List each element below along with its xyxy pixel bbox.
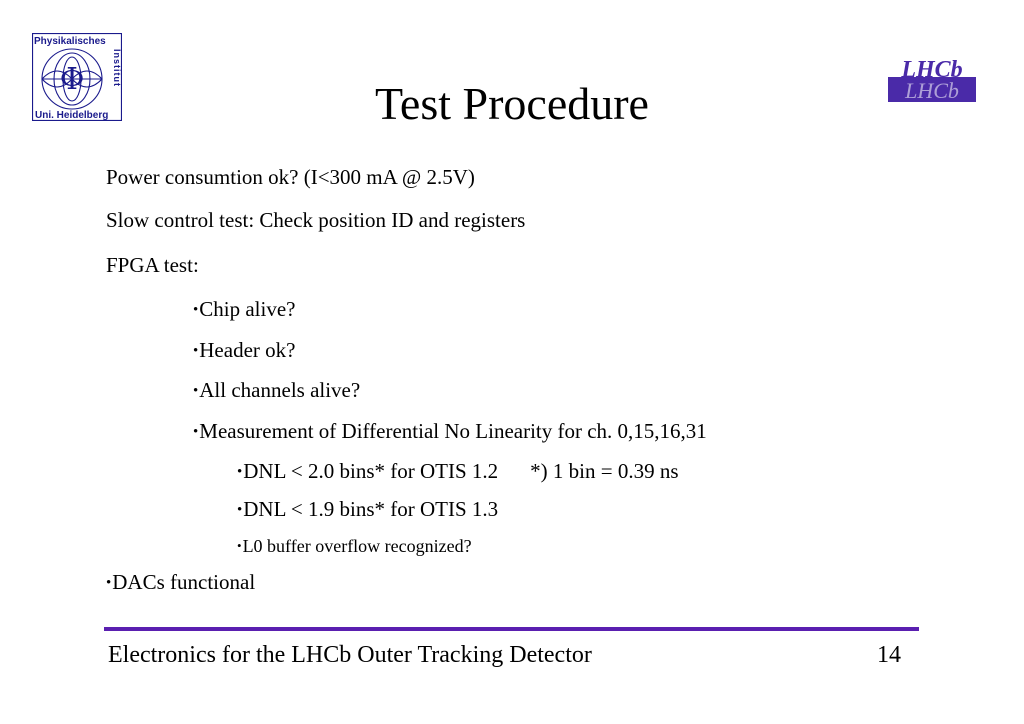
logo-top-text: Physikalisches [34, 36, 106, 47]
list-item-dnl-otis-1-3: •DNL < 1.9 bins* for OTIS 1.3 [237, 497, 499, 521]
bullet-icon: • [106, 575, 112, 591]
phi-symbol: Φ [59, 62, 85, 97]
list-item-chip-alive: •Chip alive? [193, 297, 296, 321]
list-item-l0-buffer: •L0 buffer overflow recognized? [237, 536, 472, 556]
list-item-header-ok: •Header ok? [193, 338, 296, 362]
item-slow-control: Slow control test: Check position ID and registers [106, 208, 526, 232]
bullet-icon: • [193, 302, 199, 318]
list-item-dacs-functional: •DACs functional [106, 570, 256, 594]
footer-title: Electronics for the LHCb Outer Tracking Detector [108, 642, 592, 668]
list-item-channels-alive: •All channels alive? [193, 378, 361, 402]
bin-width-note: *) 1 bin = 0.39 ns [530, 459, 679, 483]
item-power-consumption: Power consumtion ok? (I<300 mA @ 2.5V) [106, 165, 475, 189]
bullet-icon: • [193, 383, 199, 399]
logo-side-text: Institut [112, 49, 122, 87]
bullet-icon: • [237, 538, 242, 553]
logo-bottom-text: Uni. Heidelberg [35, 110, 109, 121]
lhcb-logo-reflection: LHCb [905, 78, 959, 102]
item-fpga-test: FPGA test: [106, 253, 199, 277]
page-number: 14 [877, 642, 901, 668]
lhcb-logo-text: LHCb [901, 57, 963, 83]
list-item-dnl-otis-1-2: •DNL < 2.0 bins* for OTIS 1.2 *) 1 bin = 0.39 ns [237, 459, 679, 483]
bullet-icon: • [193, 343, 199, 359]
bullet-icon: • [237, 464, 243, 480]
bullet-icon: • [193, 424, 199, 440]
list-item-dnl-measurement: •Measurement of Differential No Linearity for ch. 0,15,16,31 [193, 419, 707, 443]
bullet-icon: • [237, 502, 243, 518]
slide-title: Test Procedure [375, 78, 649, 129]
footer-divider [104, 627, 919, 631]
